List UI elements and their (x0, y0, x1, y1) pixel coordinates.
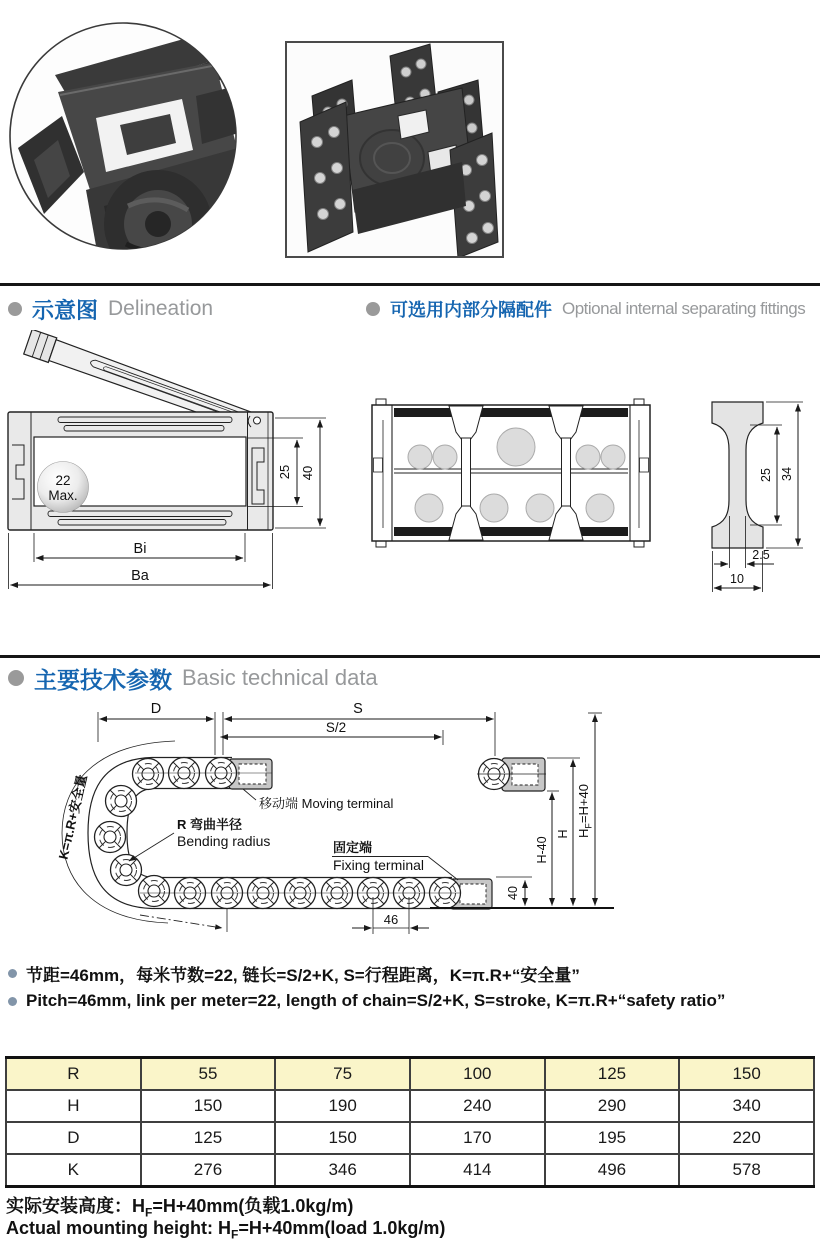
table-cell: 150 (275, 1122, 410, 1154)
dim-46-label: 46 (383, 912, 399, 927)
max-cable-ball (38, 462, 89, 513)
section-header-fittings (366, 294, 805, 324)
section-header-delineation (8, 294, 213, 324)
table-row-r (6, 1058, 814, 1091)
footer-zh-pre: 实际安装高度：H (6, 1196, 145, 1216)
dim-34-label: 34 (780, 467, 794, 481)
bending-radius-label-zh: R 弯曲半径 (177, 817, 243, 832)
ball-label-22: 22 (55, 473, 71, 488)
table-cell: 75 (275, 1058, 410, 1091)
table-cell: 496 (545, 1154, 680, 1187)
section-title-zh: 可选用内部分隔配件 (390, 300, 552, 320)
footer-en-sub: F (230, 1227, 239, 1242)
dim-hf-label: $H_F=H+40$ (576, 784, 594, 838)
table-cell: 150 (679, 1058, 814, 1091)
section-title-en: Optional internal separating fittings (562, 299, 806, 318)
dim-ba-label: Ba (131, 568, 149, 584)
table-row-k (6, 1154, 814, 1187)
note-zh (8, 961, 580, 986)
bullet-icon (8, 302, 22, 316)
technical-data-table (5, 1056, 815, 1188)
table-row-h (6, 1090, 814, 1122)
section-title-zh: 主要技术参数 (34, 666, 172, 693)
table-cell: 190 (275, 1090, 410, 1122)
divider-middle (0, 655, 820, 658)
table-cell: D (6, 1122, 141, 1154)
dim-s-label: S (353, 701, 363, 717)
section-header-technical (8, 662, 378, 694)
bullet-icon (8, 670, 24, 686)
footer-en (6, 1218, 445, 1242)
moving-terminal-label: 移动端 Moving terminal (259, 796, 394, 811)
section-title-en: Delineation (108, 297, 214, 320)
chain-links (95, 758, 510, 909)
table-row-d (6, 1122, 814, 1154)
dim-bi-label: Bi (133, 541, 147, 557)
divider-top (0, 283, 820, 286)
dim-25-label: 25 (759, 468, 773, 482)
section-title-en: Basic technical data (182, 665, 378, 690)
table-cell: 414 (410, 1154, 545, 1187)
table-cell: 290 (545, 1090, 680, 1122)
footer-en-pre: Actual mounting height: H (6, 1218, 231, 1238)
table-cell: 240 (410, 1090, 545, 1122)
note-en (8, 991, 725, 1011)
table-cell: 195 (545, 1122, 680, 1154)
footer-zh-sub: F (145, 1205, 153, 1220)
bullet-icon (8, 969, 17, 978)
ball-label-max: Max. (48, 488, 78, 503)
separator-body (372, 399, 650, 547)
note-zh-text: 节距=46mm，每米节数=22, 链长=S/2+K, S=行程距离，K=π.R+“安全量” (26, 966, 580, 985)
table-cell: 150 (141, 1090, 276, 1122)
table-cell: R (6, 1058, 141, 1091)
dim-2-5-label: 2.5 (752, 548, 770, 562)
bullet-icon (366, 302, 380, 316)
table-cell: 220 (679, 1122, 814, 1154)
dim-h-label: H (556, 829, 570, 839)
table-cell: 125 (141, 1122, 276, 1154)
dim-40-label: 40 (506, 886, 520, 900)
separator-profile-drawing (660, 390, 820, 605)
section-title-zh: 示意图 (32, 297, 99, 323)
table-cell: 170 (410, 1122, 545, 1154)
dim-s2-label: S/2 (325, 720, 347, 735)
delineation-drawing (0, 330, 340, 602)
table-cell: 125 (545, 1058, 680, 1091)
bending-radius-label-en: Bending radius (177, 833, 271, 849)
ibeam-profile (712, 402, 763, 548)
product-photos (0, 0, 820, 283)
footer-en-post: =H+40mm(load 1.0kg/m) (238, 1218, 446, 1238)
footer-zh (6, 1192, 353, 1220)
dim-25-label: 25 (277, 464, 292, 480)
table-cell: 578 (679, 1154, 814, 1187)
fixing-terminal-label-en: Fixing terminal (333, 857, 425, 873)
table-cell: K (6, 1154, 141, 1187)
dim-h40-label: H-40 (535, 836, 549, 864)
dim-40-label: 40 (300, 465, 315, 481)
footer-zh-post: =H+40mm(负载1.0kg/m) (152, 1196, 354, 1216)
table-cell: 340 (679, 1090, 814, 1122)
note-en-text: Pitch=46mm, link per meter=22, length of chain=S/2+K, S=stroke, K=π.R+“safety ratio” (26, 991, 726, 1010)
dim-d-label: D (150, 701, 162, 717)
table-cell: 55 (141, 1058, 276, 1091)
table-cell: 346 (275, 1154, 410, 1187)
k-formula-label: K=π.R+安全量 (55, 773, 90, 861)
table-cell: 276 (141, 1154, 276, 1187)
bullet-icon (8, 997, 17, 1006)
dim-10-label: 10 (730, 572, 744, 586)
table-cell: H (6, 1090, 141, 1122)
table-cell: 100 (410, 1058, 545, 1091)
separator-cross-section (355, 393, 655, 555)
technical-diagram (0, 695, 820, 950)
fixing-terminal-label-zh: 固定端 (333, 840, 373, 855)
